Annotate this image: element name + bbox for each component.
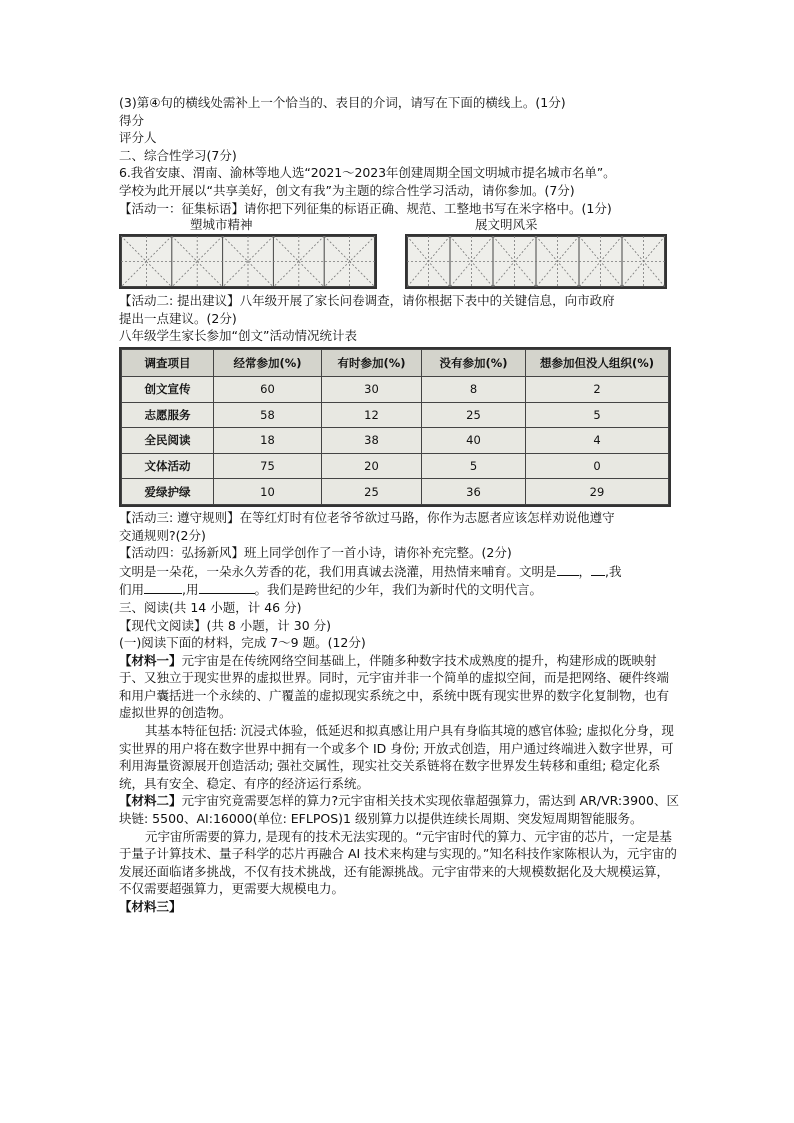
table-cell: 8 — [422, 376, 526, 402]
section-3-heading: 三、阅读(共 14 小题，计 46 分) — [119, 599, 302, 615]
grader-label: 评分人 — [119, 130, 157, 146]
table-row — [122, 376, 669, 402]
survey-table — [119, 347, 671, 507]
table-title: 八年级学生家长参加“创文”活动情况统计表 — [119, 328, 357, 344]
table-cell: 40 — [422, 428, 526, 454]
table-cell: 30 — [322, 376, 422, 402]
table-cell: 20 — [322, 453, 422, 479]
table-row — [122, 402, 669, 428]
mizi-grid-2[interactable] — [405, 234, 667, 289]
table-header-cell: 没有参加(%) — [422, 349, 526, 376]
question-3: (3)第④句的横线处需补上一个恰当的、表目的介词，请写在下面的横线上。(1分) — [119, 95, 566, 110]
table-row-label: 创文宣传 — [122, 376, 214, 402]
section-2-heading: 二、综合性学习(7分) — [119, 147, 237, 163]
activity-3-line-1: 【活动三: 遵守规则】在等红灯时有位老爷爷欲过马路，你作为志愿者应该怎样劝说他遵守 — [119, 509, 615, 525]
material-2-para-1 — [119, 792, 679, 827]
modern-reading-heading: 【现代文阅读】(共 8 小题，计 30 分) — [119, 617, 332, 633]
slogan-phrase-1: 塑城市精神 — [190, 217, 253, 233]
material-1-text: 元宇宙是在传统网络空间基础上，伴随多种数字技术成熟度的提升，构建形成的既映射于、又独立于现实世界的虚拟世界。同时，元宇宙并非一个简单的虚拟空间，而是把网络、硬件终端和用户囊括进一个永续的、广覆盖的虚拟现实系统之中，系统中既有现实世界的数字化复制物，也有虚拟世界的创造物。 — [119, 652, 670, 721]
table-row-label: 文体活动 — [122, 453, 214, 479]
poem-line-1 — [119, 562, 679, 581]
question-6-line-1: 6.我省安康、渭南、渝林等地人选“2021～2023年创建周期全国文明城市提名城市名单”。 — [119, 165, 616, 181]
table-cell: 4 — [526, 428, 669, 454]
slogan-phrases — [119, 217, 679, 233]
material-1-para-1 — [119, 652, 679, 722]
table-row-label: 全民阅读 — [122, 428, 214, 454]
exam-page — [119, 94, 679, 916]
question-6-line-2: 学校为此开展以“共享美好，创文有我”为主题的综合性学习活动，请你参加。(7分) — [119, 182, 575, 198]
table-row — [122, 428, 669, 454]
activity-2-line-2: 提出一点建议。(2分) — [119, 310, 237, 326]
table-row-label: 志愿服务 — [122, 402, 214, 428]
material-2-text: 元宇宙究竟需要怎样的算力?元宇宙相关技术实现依靠超强算力，需达到 AR/VR:3900、区块链: 5500、AI:16000(单位: EFLPOS)1 级别算力以提供连续长周期、突发短周期智能服务。 — [119, 793, 679, 827]
material-2-para-2: 元宇宙所需要的算力, 是现有的技术无法实现的。“元宇宙时代的算力、元宇宙的芯片，一定是基于量子计算技术、量子科学的芯片再融合 AI 技术来构建与实现的。”知名科技作家陈根认为，元宇宙的发展还面临诸多挑战，不仅有技术挑战，还有能源挑战。元宇宙带来的大规模数据化及大规模运算，不仅需要超强算力，更需要大规模电力。 — [119, 828, 677, 897]
table-row — [122, 453, 669, 479]
table-cell: 38 — [322, 428, 422, 454]
poem-text: ,我 — [605, 563, 622, 579]
answer-blank[interactable] — [144, 580, 182, 594]
mizi-grid-row — [119, 234, 679, 289]
poem-text: 们用 — [119, 582, 145, 598]
material-1-title: 【材料一】 — [119, 652, 182, 668]
poem-line-2 — [119, 580, 679, 599]
table-cell: 36 — [422, 479, 526, 505]
activity-3-line-2: 交通规则?(2分) — [119, 527, 206, 543]
table-cell: 75 — [214, 453, 322, 479]
table-cell: 12 — [322, 402, 422, 428]
table-cell: 2 — [526, 376, 669, 402]
table-header-cell: 想参加但没人组织(%) — [526, 349, 669, 376]
table-cell: 60 — [214, 376, 322, 402]
table-header-cell: 有时参加(%) — [322, 349, 422, 376]
table-cell: 25 — [422, 402, 526, 428]
answer-blank[interactable] — [557, 562, 579, 576]
material-3-title: 【材料三】 — [119, 899, 182, 914]
slogan-phrase-2: 展文明风采 — [475, 217, 538, 233]
table-header-cell: 经常参加(%) — [214, 349, 322, 376]
answer-blank[interactable] — [199, 580, 255, 594]
table-cell: 29 — [526, 479, 669, 505]
mizi-grid-1[interactable] — [119, 234, 377, 289]
table-header-cell: 调查项目 — [122, 349, 214, 376]
table-cell: 18 — [214, 428, 322, 454]
table-header-row — [122, 349, 669, 376]
table-cell: 58 — [214, 402, 322, 428]
part-1-heading: (一)阅读下面的材料，完成 7～9 题。(12分) — [119, 635, 366, 651]
poem-text: 。我们是跨世纪的少年，我们为新时代的文明代言。 — [254, 582, 543, 598]
table-row — [122, 479, 669, 505]
material-1-para-2: 其基本特征包括: 沉浸式体验，低延迟和拟真感让用户具有身临其境的感官体验; 虚拟化分身，现实世界的用户将在数字世界中拥有一个或多个 ID 身份; 开放式创造，用户通过终端进入数字世界，可利用海量资源展开创造活动; 强社交属性，现实社交关系链将在数字世界发生转移和重组; 稳定化系统，具有安全、稳定、有序的经济运行系统。 — [119, 723, 674, 791]
poem-comma: ， — [578, 563, 592, 579]
material-2-title: 【材料二】 — [119, 793, 182, 809]
table-cell: 25 — [322, 479, 422, 505]
table-row-label: 爱绿护绿 — [122, 479, 214, 505]
activity-2-line-1: 【活动二: 提出建议】八年级开展了家长问卷调查，请你根据下表中的关键信息，向市政府 — [119, 293, 615, 309]
table-cell: 10 — [214, 479, 322, 505]
answer-blank[interactable] — [591, 562, 605, 576]
poem-text: ,用 — [182, 582, 199, 598]
table-cell: 5 — [526, 402, 669, 428]
poem-text: 文明是一朵花，一朵永久芳香的花，我们用真诚去浇灌，用热情来哺育。文明是 — [119, 563, 557, 579]
score-label: 得分 — [119, 112, 145, 128]
activity-1: 【活动一：征集标语】请你把下列征集的标语正确、规范、工整地书写在米字格中。(1分) — [119, 200, 612, 216]
table-cell: 0 — [526, 453, 669, 479]
table-cell: 5 — [422, 453, 526, 479]
activity-4: 【活动四：弘扬新风】班上同学创作了一首小诗，请你补充完整。(2分) — [119, 545, 512, 561]
